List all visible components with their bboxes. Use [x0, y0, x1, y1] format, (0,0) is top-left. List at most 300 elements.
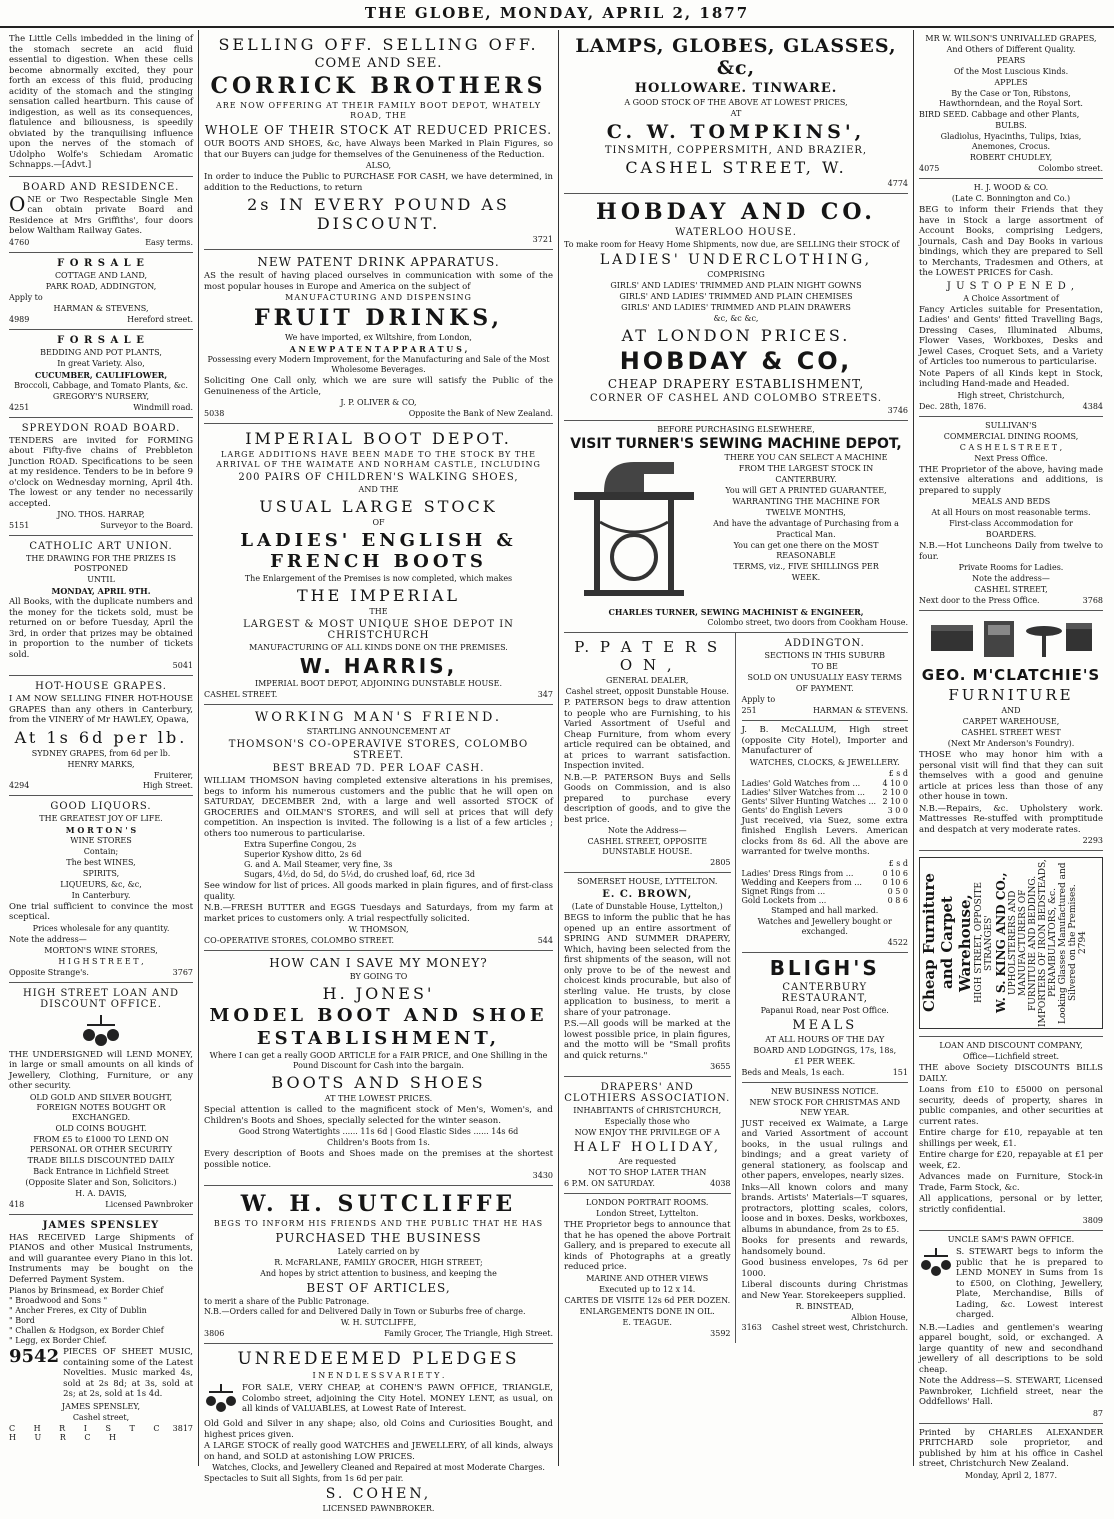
- spensley-city: C H R I S T C H U R C H: [9, 1423, 168, 1442]
- wilson-addr: Colombo street.: [1038, 164, 1103, 173]
- pledges-l3: A LARGE STOCK of really good WATCHES and JEWELLERY, of all kinds, always on hand, and SOLD at astonishing LOW PRICES.: [204, 1441, 553, 1462]
- turner-l11: TERMS, viz., FIVE SHILLINGS PER: [733, 562, 879, 571]
- pledges-l4: Watches, Clocks, and Jewellery Cleaned and Repaired at most Moderate Charges.: [212, 1463, 545, 1472]
- mcl-l1: FURNITURE: [948, 686, 1074, 704]
- somerset-num: 3655: [710, 1062, 731, 1071]
- price-item-name: Gold Lockets from ...: [741, 895, 827, 905]
- king-vertical-panel: [919, 857, 1103, 1029]
- imperial-l12: W. HARRIS,: [299, 654, 458, 678]
- price-item-value: 2 10 0: [882, 796, 908, 806]
- spensley-l6: " Legg, ex Border Chief.: [9, 1336, 107, 1345]
- save-l11: Every description of Boots and Shoes made on the premises at the shortest possible notice.: [204, 1149, 553, 1170]
- bligh-l5: BOARD AND LODGINGS, 17s, 18s,: [753, 1045, 897, 1055]
- pledges-l1: FOR SALE, VERY CHEAP, at COHEN'S PAWN OFFICE, TRIANGLE, Colombo street, adjoining the City Hotel. MONEY LENT, as usual, on all kinds of VALUABLES, at Lowest Rate of Interest.: [242, 1383, 553, 1414]
- working-l3: BEST BREAD 7D. PER LOAF CASH.: [272, 763, 485, 774]
- bligh-l2: Papanui Road, near Post Office.: [760, 1005, 889, 1015]
- king-v6: FURNITURE AND BEDDING.: [1028, 875, 1038, 1011]
- hobday-l11: CHEAP DRAPERY ESTABLISHMENT,: [607, 377, 865, 391]
- wood-l5: Fancy Articles suitable for Presentation, Ladies' and Gents' fitted Travelling Bags, Dressing Cases, Illuminated Albums, Flower Vases, Workboxes, Desks and Jewel Cases, Croquet Sets, and a Variety of Articles too numerous to particularise.: [919, 304, 1103, 367]
- ad-king: [919, 851, 1103, 1037]
- sale2-l2: In great Variety. Also,: [57, 358, 145, 368]
- turner-l14: Colombo street, two doors from Cookham House.: [707, 618, 908, 627]
- king-v8: Looking Glasses Manufactured and Silvered on the Premises.: [1058, 862, 1078, 1024]
- addington-l3: SOLD ON UNUSUALLY EASY TERMS: [747, 673, 902, 682]
- imperial-l1: LARGE ADDITIONS HAVE BEEN MADE TO THE STOCK BY THE ARRIVAL OF THE WAIMATE AND NORHAM CASTLE, INCLUDING: [216, 450, 541, 469]
- hobday-l7: GIRLS' AND LADIES' TRIMMED AND PLAIN DRAWERS: [621, 303, 851, 312]
- corrick-l6: 2s IN EVERY POUND AS DISCOUNT.: [247, 195, 510, 233]
- grapes-body: I AM NOW SELLING FINER HOT-HOUSE GRAPES than any others in Canterbury, from the VINERY of Mr HAWLEY, Opawa,: [9, 694, 193, 725]
- bligh-l4: AT ALL HOURS OF THE DAY: [765, 1034, 885, 1044]
- pledges-title: UNREDEEMED PLEDGES: [237, 1349, 520, 1369]
- save-l1: BY GOING TO: [349, 972, 408, 981]
- sale2-addr: Windmill road.: [133, 402, 193, 412]
- ad-wood: [919, 179, 1103, 417]
- wilson-l6: By the Case or Ton, Ribstons, Hawthorndean, and the Royal Sort.: [939, 89, 1083, 108]
- sull-title: SULLIVAN'S: [985, 420, 1037, 430]
- wilson-l1: MR W. WILSON'S UNRIVALLED GRAPES,: [925, 34, 1097, 43]
- lamps-l1: HOLLOWARE. TINWARE.: [634, 81, 838, 96]
- newbiz-l8: Cashel street west, Christchurch.: [771, 1323, 908, 1332]
- sale2-l1: BEDDING AND POT PLANTS,: [40, 347, 162, 357]
- sull-l9: N.B.—Hot Luncheons Daily from twelve to four.: [919, 541, 1103, 562]
- little-cells-text: The Little Cells imbedded in the lining of the stomach secrete an acid fluid essential to digestion. When these cells become abnormally excited, they pour forth an excess of this fluid, producing acidity of the stomach and the stinging sensation called heartburn. This cause of indigestion, as well as its consequences, flatulence and biliousness, is speedily obviated by the tranquilising influence upon the nerves of the stomach of Udolpho Wolfe's Schiedam Aromatic Schnapps.—[Advt.]: [9, 34, 193, 170]
- come-and-see: COME AND SEE.: [314, 56, 443, 71]
- lamps-title: LAMPS, GLOBES, GLASSES, &c,: [575, 35, 897, 79]
- column-1: [4, 30, 199, 1466]
- sale1-title: F O R S A L E: [57, 257, 145, 269]
- save-l2: H. JONES': [322, 984, 435, 1003]
- sam-num: 87: [1092, 1408, 1103, 1418]
- addington-l1: SECTIONS IN THIS SUBURB: [764, 651, 885, 660]
- liquors-num: 3767: [172, 967, 193, 977]
- art-num: 5041: [172, 661, 193, 670]
- ad-for-sale-plants: [9, 330, 193, 418]
- drink-sig: J. P. OLIVER & CO,: [340, 398, 417, 407]
- drink-l2: MANUFACTURING AND DISPENSING: [285, 293, 472, 302]
- newbiz-l5: Good business envelopes, 7s 6d per 1000.: [741, 1258, 908, 1279]
- ad-drink: [204, 250, 553, 424]
- sale1-addr: Hereford street.: [127, 314, 193, 324]
- pledges-l5: Spectacles to Suit all Sights, from 1s 6d per pair.: [204, 1474, 404, 1483]
- hobday-l2: To make room for Heavy Home Shipments, now due, are SELLING their STOCK of: [564, 240, 900, 249]
- liquors-l14: Opposite Strange's.: [9, 967, 89, 977]
- addington-l2: TO BE: [811, 662, 838, 671]
- pawn-balls-icon: [9, 1013, 193, 1047]
- lamps-l6: CASHEL STREET, W.: [625, 158, 847, 177]
- column-3-right: [742, 633, 909, 1343]
- sut-l7: to merit a share of the Public Patronage.: [204, 1297, 370, 1306]
- price-row: [742, 788, 909, 797]
- sale1-num: 4989: [9, 314, 30, 324]
- grapes-role: Fruiterer,: [153, 770, 193, 780]
- turner-l2: THERE YOU CAN SELECT A MACHINE: [724, 453, 888, 462]
- column-3-left: [564, 633, 736, 1343]
- wilson-num: 4075: [919, 164, 940, 173]
- ld-l4: Entire charge for £10, repayable at ten shillings per week, £1.: [919, 1128, 1103, 1149]
- price-row: [742, 878, 909, 887]
- spensley-l2: " Broadwood and Sons ": [9, 1296, 108, 1305]
- spensley-l4: " Bord: [9, 1316, 35, 1325]
- sull-l5: MEALS AND BEDS: [971, 497, 1051, 506]
- wood-num: 4384: [1082, 401, 1103, 411]
- ld-l6: Advances made on Furniture, Stock-in Trade, Farm Stock, &c.: [919, 1172, 1103, 1193]
- loan-title: HIGH STREET LOAN AND DISCOUNT OFFICE.: [22, 987, 180, 1010]
- sale1-l3: Apply to: [9, 292, 43, 302]
- corrick-l1: ARE NOW OFFERING AT THEIR FAMILY BOOT DEPOT, WHATELY ROAD, THE: [215, 101, 542, 120]
- sale1-l1: COTTAGE AND LAND,: [54, 270, 148, 280]
- save-num: 3430: [532, 1171, 553, 1180]
- turner-l5: You will GET A PRINTED GUARANTEE,: [725, 486, 887, 495]
- price-row: [742, 806, 909, 815]
- liquors-title: GOOD LIQUORS.: [50, 800, 152, 812]
- portrait-l6: ENLARGEMENTS DONE IN OIL.: [579, 1306, 715, 1316]
- somerset-l3: BEGS to inform the public that he has opened up an entire assortment of SPRING AND SUMMER DRAPERY, Which, having been selected from the first shipments of the season, will not only prove to be of the newest and choicest kinds procurable, but also of sterling value. He trusts, by close application to business, to merit a share of your patronage.: [564, 913, 731, 1018]
- working-l6: Superior Kyshow ditto, 2s 6d: [244, 850, 362, 859]
- king-v5: UPHOLSTERERS AND MANUFACTURERS OF: [1008, 889, 1028, 997]
- ad-imperial: [204, 424, 553, 705]
- bligh-num: 151: [892, 1067, 908, 1077]
- king-v7: IMPORTERS OF IRON BEDSTEADS, PERAMBULATORS, &c.: [1038, 859, 1058, 1027]
- turner-l13: CHARLES TURNER, SEWING MACHINIST & ENGINEER,: [608, 607, 864, 617]
- ad-sutcliffe: [204, 1186, 553, 1344]
- ad-paterson: [564, 633, 731, 873]
- imperial-l9: THE: [369, 607, 388, 616]
- imperial-l3: AND THE: [358, 485, 399, 494]
- sale1-l4: HARMAN & STEVENS,: [53, 303, 149, 313]
- newbiz-l3: Inks—All known colors and many brands. Artists' Materials—T squares, protractors, plotting scales, colors, loose and in boxes. Desks, workboxes, albums in abundance, from 2s to £5.: [741, 1182, 908, 1235]
- lamps-l5: TINSMITH, COPPERSMITH, AND BRAZIER,: [604, 145, 868, 156]
- mccallum-l2: WATCHES, CLOCKS, & JEWELLERY.: [749, 757, 900, 767]
- addington-l5: Apply to: [741, 695, 776, 704]
- drapers-l6: NOT TO SHOP LATER THAN: [588, 1168, 707, 1177]
- working-l10: N.B.—FRESH BUTTER and EGGS Tuesdays and Saturdays, from my farm at market prices to customers only. A trial respectfully solicited.: [204, 903, 553, 924]
- drapers-l3: NOW ENJOY THE PRIVILEGE OF A: [574, 1128, 720, 1137]
- mccallum-num: 4522: [887, 937, 908, 947]
- sut-title: W. H. SUTCLIFFE: [240, 1191, 517, 1217]
- portrait-num: 3592: [710, 1328, 731, 1338]
- king-v4: W. S. KING AND CO.,: [994, 872, 1008, 1014]
- sale2-l5: GREGORY'S NURSERY,: [52, 391, 150, 401]
- drink-num: 5038: [204, 409, 225, 418]
- newbiz-l7: Albion House,: [851, 1313, 908, 1322]
- corrick-num: 3721: [532, 235, 553, 244]
- lamps-l4: C. W. TOMPKINS',: [606, 121, 866, 143]
- save-l7: AT THE LOWEST PRICES.: [324, 1094, 433, 1103]
- spensley-sig: JAMES SPENSLEY,: [61, 1401, 141, 1411]
- price-item-name: Ladies' Dress Rings from ...: [741, 868, 854, 878]
- liquors-l2: M O R T O N ' S: [65, 824, 137, 835]
- turner-l9: Practical Man.: [776, 530, 836, 539]
- wilson-sig: ROBERT CHUDLEY,: [969, 153, 1053, 162]
- portrait-l2: THE Proprietor begs to announce that that he has opened the above Portrait Gallery, and is prepared to execute all kinds of Photographs at a greatly reduced price.: [564, 1220, 731, 1272]
- imperial-l10: LARGEST & MOST UNIQUE SHOE DEPOT IN CHRISTCHURCH: [243, 619, 514, 641]
- price-item-value: 0 10 6: [882, 877, 908, 887]
- pledges-role: LICENSED PAWNBROKER.: [322, 1504, 435, 1513]
- sam-title: UNCLE SAM'S PAWN OFFICE.: [947, 1235, 1075, 1244]
- save-l8: Special attention is called to the magnificent stock of Men's, Women's, and Children's Boots and Shoes, specially selected for the winter season.: [204, 1105, 553, 1126]
- hobday-l4: COMPRISING: [707, 270, 765, 279]
- sale1-l2: PARK ROAD, ADDINGTON,: [45, 281, 157, 291]
- price-item-name: Ladies' Gold Watches from ...: [741, 778, 861, 788]
- sull-l1: COMMERCIAL DINING ROOMS,: [943, 431, 1079, 441]
- drink-addr: Opposite the Bank of New Zealand.: [408, 409, 553, 418]
- wilson-l8: BULBS.: [995, 121, 1027, 130]
- wilson-l2: And Others of Different Quality.: [946, 45, 1076, 54]
- drink-l1: AS the result of having placed ourselves in communication with some of the most popular houses in Europe and America on the subject of: [204, 271, 553, 292]
- drapers-l1: INHABITANTS of CHRISTCHURCH,: [573, 1106, 722, 1115]
- board-num: 4760: [9, 237, 30, 247]
- turner-l3: FROM THE LARGEST STOCK IN: [738, 464, 874, 473]
- king-v1: Cheap Furniture and Carpet: [920, 873, 956, 1013]
- hobday-l10: HOBDAY & CO,: [619, 347, 853, 375]
- price-item-value: 0 10 6: [882, 868, 908, 878]
- wood-l8: Dec. 28th, 1876.: [919, 401, 987, 411]
- imperial-num: 347: [537, 690, 553, 699]
- spensley-l5: " Challen & Hodgson, ex Border Chief: [9, 1326, 164, 1335]
- bligh-l7: Beds and Meals, 1s each.: [741, 1067, 845, 1077]
- somerset-l1: E. C. BROWN,: [602, 889, 693, 900]
- working-title: WORKING MAN'S FRIEND.: [254, 710, 503, 725]
- ad-spensley: [9, 1215, 193, 1447]
- somerset-l4: P.S.—All goods will be marked at the lowest possible price, in plain figures, and the motto will be "Small profits and quick returns.": [564, 1019, 731, 1061]
- spensley-body: HAS RECEIVED Large Shipments of PIANOS and other Musical Instruments, and will guarantee every Piano in this lot. Instruments may be bought on the Deferred Payment System.: [9, 1232, 193, 1285]
- working-l4: WILLIAM THOMSON having completed extensive alterations in his premises, begs to inform his numerous customers and the public that he will open on SATURDAY, DECEMBER 2nd, with a large and well assorted STOCK of GROCERIES and OILMAN'S STORES, and will sell at prices that will defy competition. An inspection is invited. The following is a list of a few articles ; others too numerous to particularise.: [204, 776, 553, 839]
- sut-l5: And hopes by strict attention to business, and keeping the: [260, 1269, 497, 1278]
- pawn-balls-icon-3: [919, 1246, 953, 1322]
- king-num: 2794: [1078, 931, 1088, 955]
- pat-title: P. P A T E R S O N ,: [574, 638, 721, 674]
- pat-l6: CASHEL STREET, OPPOSITE DUNSTABLE HOUSE.: [587, 837, 707, 856]
- sull-l12: CASHEL STREET,: [974, 585, 1048, 594]
- save-l6: BOOTS AND SHOES: [271, 1073, 486, 1092]
- liquors-l10: Prices wholesale for any quantity.: [32, 923, 170, 933]
- addington-title: ADDINGTON.: [784, 638, 865, 649]
- working-l9: See window for list of prices. All goods marked in plain figures, and of first-class quality.: [204, 881, 553, 902]
- grapes-sig: HENRY MARKS,: [67, 759, 135, 769]
- sut-l2: PURCHASED THE BUSINESS: [275, 1231, 482, 1245]
- column-2: [199, 30, 559, 1513]
- ad-uncle-sam: [919, 1231, 1103, 1424]
- liquors-l9: One trial sufficient to convince the most sceptical.: [9, 901, 193, 922]
- loan-l5: Back Entrance in Lichfield Street: [33, 1166, 169, 1176]
- imperial-title: IMPERIAL BOOT DEPOT.: [245, 429, 512, 448]
- ad-turner: [564, 421, 908, 633]
- mccallum-l5: Watches and Jewellery bought or exchanged.: [757, 916, 892, 936]
- corrick-l5: In order to induce the Public to PURCHASE FOR CASH, we have determined, in addition to the Reductions, to return: [204, 172, 553, 193]
- pawn-balls-icon-2: [204, 1382, 238, 1418]
- spreydon-title: SPREYDON ROAD BOARD.: [21, 422, 181, 434]
- ad-for-sale-cottage: [9, 253, 193, 330]
- sull-l13: Next door to the Press Office.: [919, 596, 1040, 605]
- sull-l11: Note the address—: [972, 574, 1050, 583]
- ld-l1: Office—Lichfield street.: [962, 1052, 1060, 1061]
- mcl-l4: CASHEL STREET WEST: [961, 728, 1061, 737]
- ad-liquors: [9, 796, 193, 983]
- masthead: THE GLOBE, MONDAY, APRIL 2, 1877: [0, 0, 1114, 28]
- turner-l4: CANTERBURY.: [775, 475, 837, 484]
- liquors-l12: MORTON'S WINE STORES,: [44, 945, 158, 955]
- ad-working-man: [204, 705, 553, 951]
- mccallum-h2: £ s d: [888, 858, 908, 868]
- sewing-machine-icon: [564, 452, 704, 606]
- hobday-l8: &c, &c &c,: [713, 314, 759, 323]
- hobday-num: 3746: [887, 406, 908, 415]
- mcl-l6: THOSE who may honor him with a personal visit will find that they can suit themselves with a good and genuine article at prices less than those of any other house in town.: [919, 750, 1103, 802]
- ad-little-cells: [9, 30, 193, 177]
- hobday-l5: GIRLS' AND LADIES' TRIMMED AND PLAIN NIGHT GOWNS: [610, 281, 862, 290]
- mcl-l3: CARPET WAREHOUSE,: [962, 717, 1060, 726]
- ad-corrick: [204, 30, 553, 250]
- imperial-l5: OF: [372, 518, 385, 527]
- imperial-l11: MANUFACTURING OF ALL KINDS DONE ON THE PREMISES.: [249, 643, 508, 652]
- save-title: HOW CAN I SAVE MY MONEY?: [269, 956, 488, 970]
- wood-title: H. J. WOOD & CO.: [973, 183, 1049, 192]
- newbiz-title: NEW BUSINESS NOTICE.: [770, 1086, 879, 1096]
- hobday-title: HOBDAY AND CO.: [596, 199, 876, 225]
- drapers-title: DRAPERS' AND CLOTHIERS ASSOCIATION.: [564, 1082, 731, 1104]
- mccallum-l1: J. B. McCALLUM, High street (opposite City Hotel), Importer and Manufacturer of: [741, 725, 908, 756]
- addington-num: 251: [741, 706, 757, 715]
- sale2-l3: CUCUMBER, CAULIFLOWER,: [34, 369, 168, 380]
- price-row: [742, 896, 909, 905]
- furniture-icon: [919, 617, 1103, 663]
- spensley-l3: " Ancher Freres, ex City of Dublin: [9, 1306, 147, 1315]
- imperial-l6: LADIES' ENGLISH & FRENCH BOOTS: [240, 530, 517, 572]
- liquors-l5: The best WINES,: [66, 857, 136, 867]
- sut-l8: N.B.—Orders called for and Delivered Daily in Town or Suburbs free of charge.: [204, 1307, 526, 1316]
- sam-l2: N.B.—Ladies and gentlemen's wearing apparel bought, sold, or exchanged. A large quantity of new and secondhand jewellery of all descriptions to be sold cheap.: [919, 1322, 1103, 1375]
- drapers-num: 4038: [710, 1179, 731, 1188]
- imperial-l14: CASHEL STREET.: [204, 690, 278, 699]
- loan-body: THE UNDERSIGNED will LEND MONEY, in large or small amounts on all kinds of Jewellery, Clothing, Furniture, or any other security.: [9, 1049, 193, 1091]
- liquors-l13: H I G H S T R E E T ,: [58, 956, 144, 966]
- ad-mclatchie: [919, 611, 1103, 851]
- wood-l3: J U S T O P E N E D ,: [946, 280, 1076, 292]
- wood-l1: (Late C. Bonnington and Co.): [951, 194, 1071, 203]
- pat-l4: N.B.—P. PATERSON Buys and Sells Goods on Commission, and is also prepared to purchase every description of goods, and to give the best price.: [564, 772, 731, 825]
- spreydon-body: TENDERS are invited for FORMING about Fifty-five chains of Prebbleton Junction ROAD. Specifications to be seen at my residence. Tenders to be in before 9 o'clock on Wednesday morning, April 4th. The lowest or any tender no necessarily accepted.: [9, 435, 193, 509]
- sale2-l4: Broccoli, Cabbage, and Tomato Plants, &c.: [14, 380, 188, 390]
- price-item-value: 2 10 0: [882, 787, 908, 797]
- addington-l6: HARMAN & STEVENS.: [813, 706, 908, 715]
- mcl-num: 2293: [1082, 836, 1103, 845]
- ld-l3: Loans from £10 to £5000 on personal security, deeds of property, shares in public companies, and other securities at current rates.: [919, 1085, 1103, 1127]
- addington-l4: OF PAYMENT.: [795, 684, 854, 693]
- pat-l1: GENERAL DEALER,: [606, 676, 689, 685]
- corrick-l2: WHOLE OF THEIR STOCK AT REDUCED PRICES.: [204, 123, 553, 137]
- drink-l4: We have imported, ex Wiltshire, from London,: [285, 333, 472, 342]
- sut-l4: R. McFARLANE, FAMILY GROCER, HIGH STREET;: [274, 1258, 483, 1267]
- loan-sig: H. A. DAVIS,: [75, 1188, 127, 1198]
- sut-l3: Lately carried on by: [337, 1247, 420, 1256]
- sull-l4: THE Proprietor of the above, having made extensive alterations and additions, is prepared to supply: [919, 464, 1103, 496]
- price-row: [742, 797, 909, 806]
- newbiz-l2: JUST received ex Waimate, a Large and Varied Assortment of account books, in the usual rulings and bindings; and a great variety of general stationery, as foolscap and other papers, envelopes, nearly sizes.: [741, 1118, 908, 1181]
- king-v2: Warehouse,: [956, 894, 974, 992]
- column-3: [559, 30, 914, 1466]
- price-row: [742, 869, 909, 878]
- drapers-l5: Are requested: [618, 1157, 677, 1166]
- turner-l8: And have the advantage of Purchasing from a: [713, 519, 899, 528]
- board-title: BOARD AND RESIDENCE.: [22, 181, 180, 193]
- sale2-title: F O R S A L E: [57, 334, 145, 346]
- working-num: 544: [537, 936, 553, 945]
- mccallum-h: £ s d: [888, 768, 908, 778]
- ad-grapes: [9, 676, 193, 796]
- turner-l1: BEFORE PURCHASING ELSEWHERE,: [657, 425, 815, 434]
- art-l1: THE DRAWING FOR THE PRIZES IS POSTPONED: [26, 554, 176, 573]
- sull-l8: BOARDERS.: [985, 530, 1037, 539]
- spensley-num: 3817: [172, 1423, 193, 1433]
- pledges-sig: S. COHEN,: [325, 1486, 432, 1502]
- pat-num: 2805: [710, 858, 731, 867]
- pat-l2: Cashel street, opposit Dunstable House.: [565, 687, 729, 696]
- mccallum-price-list-2: [742, 869, 909, 905]
- drapers-l7: 6 P.M. ON SATURDAY.: [564, 1179, 655, 1188]
- selling-off: SELLING OFF. SELLING OFF.: [218, 35, 539, 54]
- sam-l1: S. STEWART begs to inform the public that he is prepared to LEND MONEY in Sums from 1s to £500, on Clothing, Jewellery, Plate, Merchandise, Bills of Lading, &c. Lowest interest charged.: [956, 1247, 1103, 1320]
- pat-l3: P. PATERSON begs to draw attention to people who are Furnishing, to his Varied Assortment of Useful and Cheap Furniture, from whom every article required can be obtained, and at prices to warrant satisfaction. Inspection invited.: [564, 698, 731, 771]
- imperial-l7: The Enlargement of the Premises is now completed, which makes: [244, 574, 513, 583]
- wilson-l4: Of the Most Luscious Kinds.: [953, 67, 1069, 76]
- hobday-l1: WATERLOO HOUSE.: [675, 227, 797, 238]
- ad-hobday: [564, 194, 908, 421]
- art-l3: MONDAY, APRIL 9TH.: [51, 586, 151, 596]
- imperial-l8: THE IMPERIAL: [296, 586, 461, 605]
- sam-l3: Note the Address—S. STEWART, Licensed Pawnbroker, Lichfield street, near the Oddfellows' Hall.: [919, 1376, 1103, 1407]
- grapes-title: HOT-HOUSE GRAPES.: [35, 681, 167, 692]
- price-item-value: 0 5 0: [887, 886, 908, 896]
- pledges-sub: I N E N D L E S S V A R I E T Y .: [312, 1371, 445, 1380]
- liquors-l6: SPIRITS,: [82, 868, 120, 878]
- bligh-l6: £1 PER WEEK.: [794, 1056, 856, 1066]
- ad-lamps: [564, 30, 908, 194]
- pledges-l2: Old Gold and Silver in any shape; also, old Coins and Curiosities Bought, and highest prices given.: [204, 1419, 553, 1440]
- sut-num: 3806: [204, 1329, 225, 1338]
- sull-l2: C A S H E L S T R E E T ,: [959, 442, 1063, 452]
- liquors-l3: WINE STORES: [70, 835, 132, 845]
- ad-loan-discount: [919, 1037, 1103, 1231]
- spreydon-sig: JNO. THOS. HARRAP,: [57, 510, 145, 519]
- loan-l2: OLD COINS BOUGHT.: [55, 1123, 147, 1133]
- turner-l12: WEEK.: [791, 573, 821, 582]
- liquors-l7: LIQUEURS, &c, &c,: [60, 879, 142, 889]
- ad-wilson: [919, 30, 1103, 179]
- drapers-l2: Especially those who: [604, 1117, 690, 1126]
- sale2-num: 4251: [9, 402, 30, 412]
- price-item-name: Gents' Silver Hunting Watches ...: [741, 796, 877, 806]
- spensley-l1: Pianos by Brinsmead, ex Border Chief: [9, 1286, 164, 1295]
- loan-l6: (Opposite Slater and Son, Solicitors.): [25, 1177, 177, 1187]
- sull-l3: Next Press Office.: [974, 453, 1048, 463]
- grapes-addr: High Street.: [142, 780, 193, 790]
- newbiz-l6: Liberal discounts during Christmas and New Year. Storekeepers supplied.: [741, 1280, 908, 1301]
- working-l8: Sugars, 4½d, do 5d, do 5½d, do crushed loaf, 6d, rice 3d: [244, 870, 476, 879]
- loan-role: Licensed Pawnbroker: [105, 1199, 193, 1209]
- mcl-l7: N.B.—Repairs, &c. Upholstery work. Mattresses Re-stuffed with promptitude and despatch at very moderate rates.: [919, 803, 1103, 835]
- wood-l4: A Choice Assortment of: [963, 293, 1059, 303]
- price-row: [742, 887, 909, 896]
- wilson-l5: APPLES: [994, 78, 1028, 87]
- ad-drapers: [564, 1077, 731, 1194]
- save-l3: MODEL BOOT AND SHOE: [209, 1005, 548, 1026]
- sut-addr: Family Grocer, The Triangle, High Street.: [384, 1329, 553, 1338]
- working-l2: THOMSON'S CO-OPERAVIVE STORES, COLOMBO STREET.: [228, 739, 529, 761]
- king-v3: HIGH STREET, OPPOSITE STRANGES': [974, 882, 994, 1004]
- imperial-l4: USUAL LARGE STOCK: [259, 497, 498, 516]
- save-l10: Children's Boots from 1s.: [327, 1138, 430, 1147]
- working-l1: STARTLING ANNOUNCEMENT AT: [306, 727, 451, 736]
